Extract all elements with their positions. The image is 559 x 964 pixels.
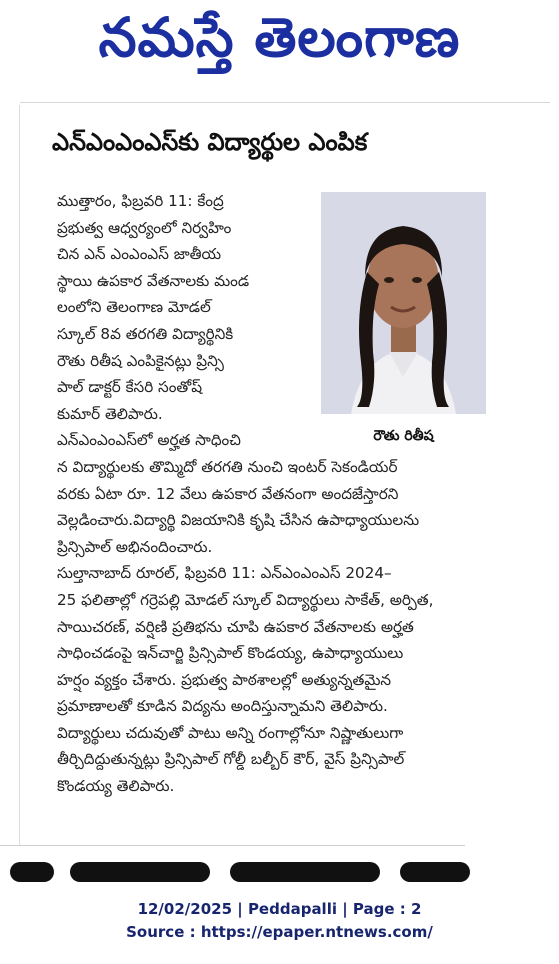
text-line: ప్రమాణాలతో కూడిన విద్యను అందిస్తున్నామని తెలిపారు. [57,697,388,716]
article-text-wrapped [57,188,293,427]
text-line: వెల్లడించారు.విద్యార్థి విజయానికి కృషి చేసిన ఉపాధ్యాయులను [57,511,420,530]
photo-caption: రౌతు రితీష [373,428,434,444]
student-portrait-image [321,192,486,414]
text-line: న విద్యార్థులకు తొమ్మిదో తరగతి నుంచి ఇంటర్ సెకండియర్ [57,457,398,476]
student-photo [321,192,486,414]
text-line: ఎన్ఎంఎంఎస్‌లో అర్హత సాధించి [57,431,241,450]
text-line: స్కూల్ 8వ తరగతి విద్యార్థినికి [57,324,234,343]
newspaper-logo: నమస్తే తెలంగాణ [98,6,461,69]
text-line: పాల్ డాక్టర్ కేసరి సంతోష్ [57,378,203,397]
text-line: రౌతు రితీష ఎంపికైనట్లు ప్రిన్సి [57,351,224,370]
source-link[interactable]: Source : https://epaper.ntnews.com/ [126,923,433,941]
text-line: సుల్తానాబాద్ రూరల్, ఫిబ్రవరి 11: ఎన్ఎంఎంఎస్ 2024– [57,564,392,583]
text-line: లంలోని తెలంగాణ మోడల్ [57,298,211,317]
text-line: స్థాయి ఉపకార వేతనాలకు మండ [57,271,250,290]
text-line: కొండయ్య తెలిపారు. [57,777,175,796]
text-line: ప్రభుత్వ ఆధ్వర్యంలో నిర్వహిం [57,218,232,237]
edition-info: 12/02/2025 | Peddapalli | Page : 2 [137,900,422,918]
masthead [0,0,559,88]
text-line: ముత్తారం, ఫిబ్రవరి 11: కేంద్ర [57,192,224,210]
text-line: కుమార్ తెలిపారు. [57,404,163,423]
text-line: 25 ఫలితాల్లో గర్రెపల్లి మోడల్ స్కూల్ విద్యార్థులు సాకేత్, అర్పిత, [57,590,434,609]
bottom-divider [0,845,465,846]
article-headline: ఎన్ఎంఎంఎస్‌కు విద్యార్థుల ఎంపిక [52,128,368,156]
left-column-divider [19,105,20,845]
text-line: ప్రిన్సిపాల్ అభినందించారు. [57,537,213,556]
text-line: సాయిచరణ్, వర్షిణి ప్రతిభను చూపి ఉపకార వేతనాలకు అర్హత [57,617,414,636]
text-line: చిన ఎన్ ఎంఎంఎస్ జాతీయ [57,245,221,264]
text-line: సాధించడంపై ఇన్‌చార్జి ప్రిన్సిపాల్ కొండయ్య, ఉపాధ్యాయులు [57,644,404,663]
text-line: వరకు ఏటా రూ. 12 వేలు ఉపకార వేతనంగా అందజేస్తారని [57,484,399,503]
text-line: తీర్చిదిద్దుతున్నట్లు ప్రిన్సిపాల్ గోల్డీ బల్బీర్ కౌర్, వైస్ ప్రిన్సిపాల్ [57,750,405,769]
next-article-headline-cropped [0,862,480,884]
text-line: విద్యార్థులు చదువుతో పాటు అన్ని రంగాల్లోనూ నిష్ణాతులుగా [57,723,404,742]
page-footer [0,898,559,944]
text-line: హర్షం వ్యక్తం చేశారు. ప్రభుత్వ పాఠశాలల్లో అత్యున్నతమైన [57,670,392,689]
top-divider [20,102,550,103]
article-text-full [57,427,493,799]
